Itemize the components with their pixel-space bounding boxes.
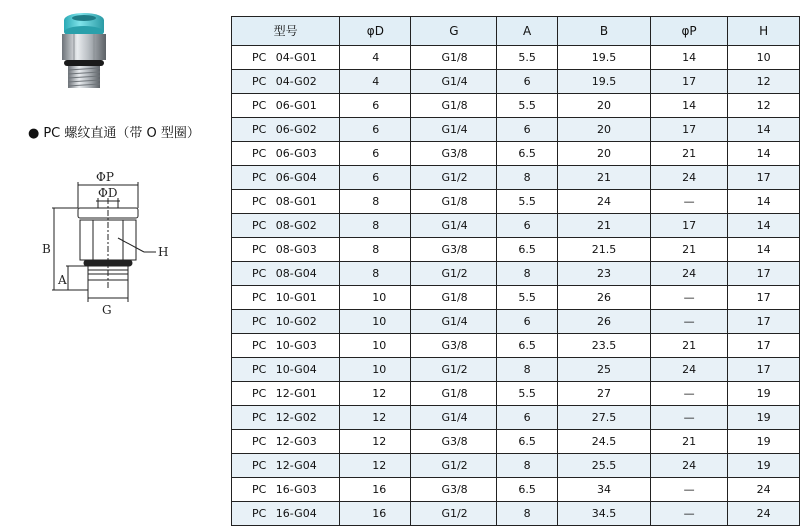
cell-phi-P: 17 — [650, 214, 727, 238]
table-row — [232, 406, 800, 430]
cell-model: PC 06-G03 — [232, 142, 340, 166]
cell-H: 12 — [728, 94, 800, 118]
cell-model: PC 12-G02 — [232, 406, 340, 430]
cell-H: 17 — [728, 166, 800, 190]
table-row — [232, 70, 800, 94]
cell-B: 27 — [558, 382, 651, 406]
cell-G: G1/8 — [411, 382, 497, 406]
cell-A: 5.5 — [497, 46, 558, 70]
cell-B: 20 — [558, 142, 651, 166]
table-row — [232, 454, 800, 478]
cell-model: PC 10-G01 — [232, 286, 340, 310]
cell-H: 14 — [728, 190, 800, 214]
cell-B: 26 — [558, 310, 651, 334]
cell-B: 27.5 — [558, 406, 651, 430]
table-row — [232, 262, 800, 286]
cell-model: PC 12-G03 — [232, 430, 340, 454]
cell-A: 6 — [497, 406, 558, 430]
cell-G: G1/2 — [411, 262, 497, 286]
cell-H: 10 — [728, 46, 800, 70]
cell-model: PC 08-G01 — [232, 190, 340, 214]
cell-G: G1/2 — [411, 358, 497, 382]
cell-model: PC 04-G01 — [232, 46, 340, 70]
cell-phi-D: 16 — [340, 502, 411, 526]
label-G: G — [102, 303, 112, 317]
cell-H: 19 — [728, 406, 800, 430]
cell-phi-D: 6 — [340, 118, 411, 142]
cell-phi-P: — — [650, 190, 727, 214]
cell-A: 6.5 — [497, 478, 558, 502]
cell-phi-P: 24 — [650, 262, 727, 286]
cell-phi-D: 12 — [340, 406, 411, 430]
cell-phi-P: 21 — [650, 238, 727, 262]
cell-A: 8 — [497, 502, 558, 526]
cell-B: 34 — [558, 478, 651, 502]
table-row — [232, 142, 800, 166]
label-A: A — [58, 273, 67, 287]
label-B: B — [42, 242, 51, 256]
cell-model: PC 10-G03 — [232, 334, 340, 358]
cell-model: PC 08-G02 — [232, 214, 340, 238]
table-body — [232, 46, 800, 526]
cell-phi-D: 10 — [340, 358, 411, 382]
cell-phi-P: 17 — [650, 70, 727, 94]
dimension-drawing — [38, 168, 178, 318]
cell-phi-P: 24 — [650, 166, 727, 190]
header-G: G — [411, 17, 497, 46]
cell-G: G3/8 — [411, 430, 497, 454]
cell-phi-D: 12 — [340, 454, 411, 478]
cell-phi-D: 6 — [340, 166, 411, 190]
cell-phi-D: 10 — [340, 334, 411, 358]
cell-model: PC 12-G04 — [232, 454, 340, 478]
cell-A: 8 — [497, 454, 558, 478]
cell-G: G1/2 — [411, 454, 497, 478]
cell-B: 21.5 — [558, 238, 651, 262]
table-row — [232, 358, 800, 382]
header-H: H — [728, 17, 800, 46]
product-caption — [28, 122, 200, 141]
cell-model: PC 06-G01 — [232, 94, 340, 118]
table-row — [232, 502, 800, 526]
cell-model: PC 08-G04 — [232, 262, 340, 286]
label-H: H — [158, 245, 169, 259]
cell-B: 23 — [558, 262, 651, 286]
cell-phi-P: 21 — [650, 430, 727, 454]
cell-phi-P: — — [650, 478, 727, 502]
cell-B: 34.5 — [558, 502, 651, 526]
cell-A: 5.5 — [497, 382, 558, 406]
cell-H: 17 — [728, 358, 800, 382]
cell-A: 8 — [497, 262, 558, 286]
cell-G: G1/4 — [411, 118, 497, 142]
cell-phi-P: — — [650, 406, 727, 430]
cell-A: 6.5 — [497, 238, 558, 262]
cell-B: 23.5 — [558, 334, 651, 358]
cell-phi-P: 21 — [650, 142, 727, 166]
cell-A: 5.5 — [497, 94, 558, 118]
cell-phi-P: 17 — [650, 118, 727, 142]
cell-A: 6 — [497, 118, 558, 142]
cell-phi-P: — — [650, 310, 727, 334]
cell-B: 26 — [558, 286, 651, 310]
header-A: A — [497, 17, 558, 46]
cell-H: 19 — [728, 454, 800, 478]
product-caption-text: PC 螺纹直通（带 O 型圈） — [43, 126, 200, 141]
cell-G: G3/8 — [411, 334, 497, 358]
table-row — [232, 214, 800, 238]
cell-B: 20 — [558, 118, 651, 142]
cell-phi-P: — — [650, 286, 727, 310]
cell-A: 6.5 — [497, 142, 558, 166]
cell-A: 8 — [497, 358, 558, 382]
cell-H: 14 — [728, 214, 800, 238]
cell-G: G1/4 — [411, 214, 497, 238]
cell-model: PC 06-G04 — [232, 166, 340, 190]
cell-phi-P: — — [650, 502, 727, 526]
table-row — [232, 478, 800, 502]
cell-model: PC 10-G02 — [232, 310, 340, 334]
cell-model: PC 10-G04 — [232, 358, 340, 382]
table-row — [232, 310, 800, 334]
cell-G: G1/2 — [411, 502, 497, 526]
cell-H: 24 — [728, 478, 800, 502]
cell-model: PC 16-G04 — [232, 502, 340, 526]
cell-B: 20 — [558, 94, 651, 118]
cell-phi-D: 6 — [340, 142, 411, 166]
cell-B: 24 — [558, 190, 651, 214]
cell-model: PC 06-G02 — [232, 118, 340, 142]
cell-B: 21 — [558, 214, 651, 238]
cell-phi-P: 24 — [650, 358, 727, 382]
cell-phi-D: 4 — [340, 46, 411, 70]
cell-G: G1/8 — [411, 94, 497, 118]
cell-G: G1/4 — [411, 70, 497, 94]
table-row — [232, 190, 800, 214]
cell-phi-D: 16 — [340, 478, 411, 502]
header-phi-D: φD — [340, 17, 411, 46]
cell-A: 5.5 — [497, 190, 558, 214]
cell-A: 6.5 — [497, 430, 558, 454]
cell-G: G1/2 — [411, 166, 497, 190]
cell-G: G1/8 — [411, 46, 497, 70]
cell-H: 17 — [728, 262, 800, 286]
table-row — [232, 430, 800, 454]
cell-phi-P: — — [650, 382, 727, 406]
cell-model: PC 16-G03 — [232, 478, 340, 502]
cell-phi-D: 6 — [340, 94, 411, 118]
cell-A: 6.5 — [497, 334, 558, 358]
table-row — [232, 166, 800, 190]
cell-H: 12 — [728, 70, 800, 94]
cell-phi-D: 10 — [340, 286, 411, 310]
label-phi-D: ΦD — [98, 186, 118, 200]
cell-B: 19.5 — [558, 70, 651, 94]
cell-H: 14 — [728, 118, 800, 142]
header-phi-P: φP — [650, 17, 727, 46]
cell-A: 6 — [497, 70, 558, 94]
cell-G: G3/8 — [411, 142, 497, 166]
cell-B: 19.5 — [558, 46, 651, 70]
fitting-product-image — [44, 10, 124, 106]
bullet-icon: ● — [28, 126, 40, 141]
cell-phi-P: 14 — [650, 46, 727, 70]
cell-phi-P: 21 — [650, 334, 727, 358]
header-B: B — [558, 17, 651, 46]
table-row — [232, 334, 800, 358]
cell-H: 14 — [728, 142, 800, 166]
cell-phi-D: 8 — [340, 238, 411, 262]
header-model: 型号 — [232, 17, 340, 46]
cell-G: G3/8 — [411, 238, 497, 262]
cell-H: 14 — [728, 238, 800, 262]
cell-phi-D: 10 — [340, 310, 411, 334]
cell-G: G3/8 — [411, 478, 497, 502]
table-header-row — [232, 17, 800, 46]
cell-G: G1/4 — [411, 406, 497, 430]
cell-A: 5.5 — [497, 286, 558, 310]
cell-phi-D: 8 — [340, 262, 411, 286]
cell-H: 17 — [728, 286, 800, 310]
cell-phi-D: 12 — [340, 382, 411, 406]
cell-A: 6 — [497, 214, 558, 238]
table-row — [232, 382, 800, 406]
table-row — [232, 238, 800, 262]
cell-model: PC 08-G03 — [232, 238, 340, 262]
table-row — [232, 94, 800, 118]
cell-phi-D: 4 — [340, 70, 411, 94]
cell-B: 25.5 — [558, 454, 651, 478]
cell-G: G1/8 — [411, 286, 497, 310]
cell-H: 19 — [728, 382, 800, 406]
label-phi-P: ΦP — [96, 170, 114, 184]
spec-table — [231, 16, 800, 526]
cell-phi-D: 8 — [340, 214, 411, 238]
cell-G: G1/8 — [411, 190, 497, 214]
cell-model: PC 12-G01 — [232, 382, 340, 406]
cell-A: 6 — [497, 310, 558, 334]
table-row — [232, 286, 800, 310]
table-row — [232, 46, 800, 70]
cell-phi-D: 12 — [340, 430, 411, 454]
cell-phi-D: 8 — [340, 190, 411, 214]
table-row — [232, 118, 800, 142]
cell-H: 19 — [728, 430, 800, 454]
cell-H: 24 — [728, 502, 800, 526]
cell-H: 17 — [728, 334, 800, 358]
cell-G: G1/4 — [411, 310, 497, 334]
cell-A: 8 — [497, 166, 558, 190]
cell-phi-P: 24 — [650, 454, 727, 478]
cell-model: PC 04-G02 — [232, 70, 340, 94]
cell-B: 25 — [558, 358, 651, 382]
cell-H: 17 — [728, 310, 800, 334]
cell-B: 24.5 — [558, 430, 651, 454]
cell-B: 21 — [558, 166, 651, 190]
cell-phi-P: 14 — [650, 94, 727, 118]
